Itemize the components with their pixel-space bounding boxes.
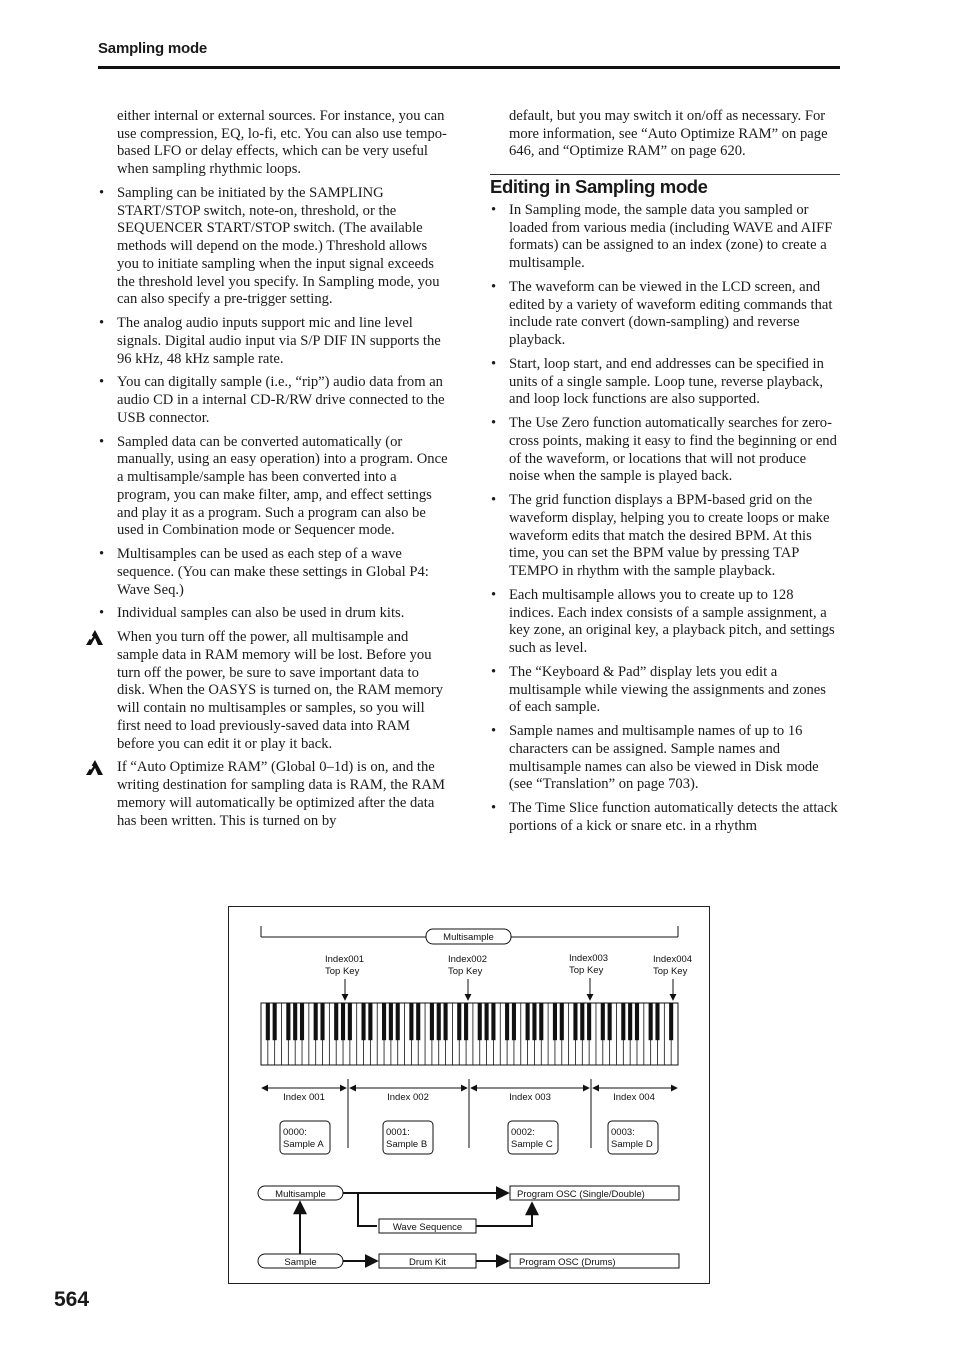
black-key <box>314 1003 318 1040</box>
flow-wave-sequence-label: Wave Sequence <box>392 1222 463 1233</box>
index-label: Index 001 <box>283 1092 325 1103</box>
caution-note <box>98 759 450 830</box>
top-key-label: Index004 <box>653 954 693 965</box>
black-key <box>608 1003 612 1040</box>
right-continuation-paragraph: default, but you may switch it on/off as necessary. For more information, see “Auto Optimize RAM” on page 646, and “Optimize RAM” on page 620. <box>509 108 828 160</box>
flow-multisample-label: Multisample <box>275 1189 326 1200</box>
black-key <box>457 1003 461 1040</box>
right-bullet-list <box>490 202 840 836</box>
black-key <box>389 1003 393 1040</box>
black-key <box>444 1003 448 1040</box>
list-item: • Sampling can be initiated by the SAMPLING START/STOP switch, note-on, threshold, or the SEQUENCER START/STOP switch. (The available methods will depend on the mode.) Threshold allows you to initiate sampling when the input signal exceeds the threshold level you specify. In Sampling mode, you can also specify a pre-trigger setting. <box>98 185 450 309</box>
flow-drum-kit-label: Drum Kit <box>409 1257 446 1268</box>
flow-program-osc-drums-label: Program OSC (Drums) <box>519 1257 616 1268</box>
black-key <box>416 1003 420 1040</box>
black-key <box>382 1003 386 1040</box>
black-key <box>334 1003 338 1040</box>
black-key <box>635 1003 639 1040</box>
list-item: • The grid function displays a BPM-based grid on the waveform display, helping you to create loops or make waveform edits that match the desired BPM. At this time, you can set the BPM value by pressing TAP TEMPO in rhythm with the sample playback. <box>490 492 840 581</box>
black-key <box>485 1003 489 1040</box>
black-key <box>573 1003 577 1040</box>
black-key <box>553 1003 557 1040</box>
black-key <box>286 1003 290 1040</box>
black-key <box>526 1003 530 1040</box>
flow-arrow <box>476 1203 532 1226</box>
black-key <box>320 1003 324 1040</box>
black-key <box>437 1003 441 1040</box>
list-item: • Start, loop start, and end addresses can be specified in units of a single sample. Loop tune, reverse playback, and loop lock functions are also supported. <box>490 356 840 409</box>
multisample-diagram-svg <box>229 907 711 1285</box>
black-key <box>464 1003 468 1040</box>
black-key <box>368 1003 372 1040</box>
sample-index-number: 0001: <box>386 1127 410 1138</box>
list-item: • The Time Slice function automatically detects the attack portions of a kick or snare etc. in a rhythm <box>490 800 840 835</box>
black-key <box>478 1003 482 1040</box>
list-item: • Multisamples can be used as each step of a wave sequence. (You can make these settings in Global P4: Wave Seq.) <box>98 546 450 599</box>
black-key <box>293 1003 297 1040</box>
list-item: • The Use Zero function automatically searches for zero-cross points, making it easy to find the beginning or end of the waveform, or locations that will not produce noise when the sample is played back. <box>490 415 840 486</box>
right-column <box>490 108 840 836</box>
black-key <box>505 1003 509 1040</box>
sample-index-number: 0002: <box>511 1127 535 1138</box>
left-column <box>98 108 450 830</box>
sample-index-number: 0000: <box>283 1127 307 1138</box>
black-key <box>669 1003 673 1040</box>
section-rule <box>490 174 840 175</box>
caution-icon <box>86 630 103 645</box>
list-item: • You can digitally sample (i.e., “rip”) audio data from an audio CD in a internal CD-R/RW drive connected to the USB connector. <box>98 374 450 427</box>
page-number: 564 <box>54 1288 90 1311</box>
top-key-label: Top Key <box>653 966 688 977</box>
black-key <box>539 1003 543 1040</box>
keyboard <box>261 1003 678 1065</box>
black-key <box>560 1003 564 1040</box>
black-key <box>300 1003 304 1040</box>
top-key-label: Index003 <box>569 953 609 964</box>
list-item: • The analog audio inputs support mic and line level signals. Digital audio input via S/P DIF IN supports the 96 kHz, 48 kHz sample rate. <box>98 315 450 368</box>
header-rule <box>98 66 840 69</box>
multisample-label: Multisample <box>443 932 494 943</box>
list-item: • Each multisample allows you to create up to 128 indices. Each index consists of a sample assignment, a key zone, an original key, a playback pitch, and settings such as level. <box>490 587 840 658</box>
caution-note-text: If “Auto Optimize RAM” (Global 0–1d) is on, and the writing destination for sampling data is RAM, the RAM memory will automatically be optimized after the data has been written. This is turned on by <box>117 759 445 829</box>
black-key <box>601 1003 605 1040</box>
sample-name: Sample B <box>386 1139 428 1150</box>
left-bullet-list <box>98 185 450 623</box>
sample-name: Sample D <box>611 1139 653 1150</box>
black-key <box>348 1003 352 1040</box>
sample-name: Sample C <box>511 1139 553 1150</box>
top-key-label: Top Key <box>325 966 360 977</box>
index-label: Index 003 <box>509 1092 551 1103</box>
flow-program-osc-single-label: Program OSC (Single/Double) <box>517 1189 645 1200</box>
caution-icon <box>86 760 103 775</box>
section-title: Editing in Sampling mode <box>490 176 708 198</box>
flow-connector <box>358 1193 377 1226</box>
black-key <box>409 1003 413 1040</box>
sample-name: Sample A <box>283 1139 324 1150</box>
multisample-diagram <box>228 906 710 1284</box>
caution-note <box>98 629 450 753</box>
running-header: Sampling mode <box>98 40 208 57</box>
black-key <box>266 1003 270 1040</box>
black-key <box>341 1003 345 1040</box>
black-key <box>649 1003 653 1040</box>
index-label: Index 004 <box>613 1092 655 1103</box>
black-key <box>430 1003 434 1040</box>
black-key <box>273 1003 277 1040</box>
black-key <box>655 1003 659 1040</box>
black-key <box>396 1003 400 1040</box>
flow-sample-label: Sample <box>284 1257 317 1268</box>
list-item: • The “Keyboard & Pad” display lets you edit a multisample while viewing the assignments and zones of each sample. <box>490 664 840 717</box>
top-key-label: Index002 <box>448 954 488 965</box>
black-key <box>587 1003 591 1040</box>
black-key <box>361 1003 365 1040</box>
black-key <box>621 1003 625 1040</box>
index-label: Index 002 <box>387 1092 429 1103</box>
list-item: • The waveform can be viewed in the LCD screen, and edited by a variety of waveform editing commands that include rate convert (down-sampling) and reverse playback. <box>490 279 840 350</box>
top-key-label: Index001 <box>325 954 365 965</box>
list-item: • Sampled data can be converted automatically (or manually, using an easy operation) into a program. Once a multisample/sample has been converted into a program, you can make filter, amp, and effect settings and play it as a program. Such a program can also be used in Combination mode or Sequencer mode. <box>98 434 450 540</box>
sample-index-number: 0003: <box>611 1127 635 1138</box>
top-key-label: Top Key <box>569 965 604 976</box>
black-key <box>512 1003 516 1040</box>
caution-note-text: When you turn off the power, all multisample and sample data in RAM memory will be lost. Before you turn off the power, be sure to save important data to disk. When the OASYS is turned on, the RAM memory will contain no multisamples or samples, so you will first need to load previously-saved data into RAM before you can edit it or play it back. <box>117 629 444 752</box>
top-key-label: Top Key <box>448 966 483 977</box>
black-key <box>532 1003 536 1040</box>
left-intro-paragraph: either internal or external sources. For instance, you can use compression, EQ, lo-fi, etc. You can also use tempo-based LFO or delay effects, which can be very useful when sampling rhythmic loops. <box>117 108 447 178</box>
black-key <box>628 1003 632 1040</box>
black-key <box>491 1003 495 1040</box>
list-item: • In Sampling mode, the sample data you sampled or loaded from various media (including WAVE and AIFF formats) can be assigned to an index (zone) to create a multisample. <box>490 202 840 273</box>
list-item: • Individual samples can also be used in drum kits. <box>98 605 450 623</box>
list-item: • Sample names and multisample names of up to 16 characters can be assigned. Sample names and multisample names can also be viewed in Disk mode (see “Translation” on page 703). <box>490 723 840 794</box>
black-key <box>580 1003 584 1040</box>
